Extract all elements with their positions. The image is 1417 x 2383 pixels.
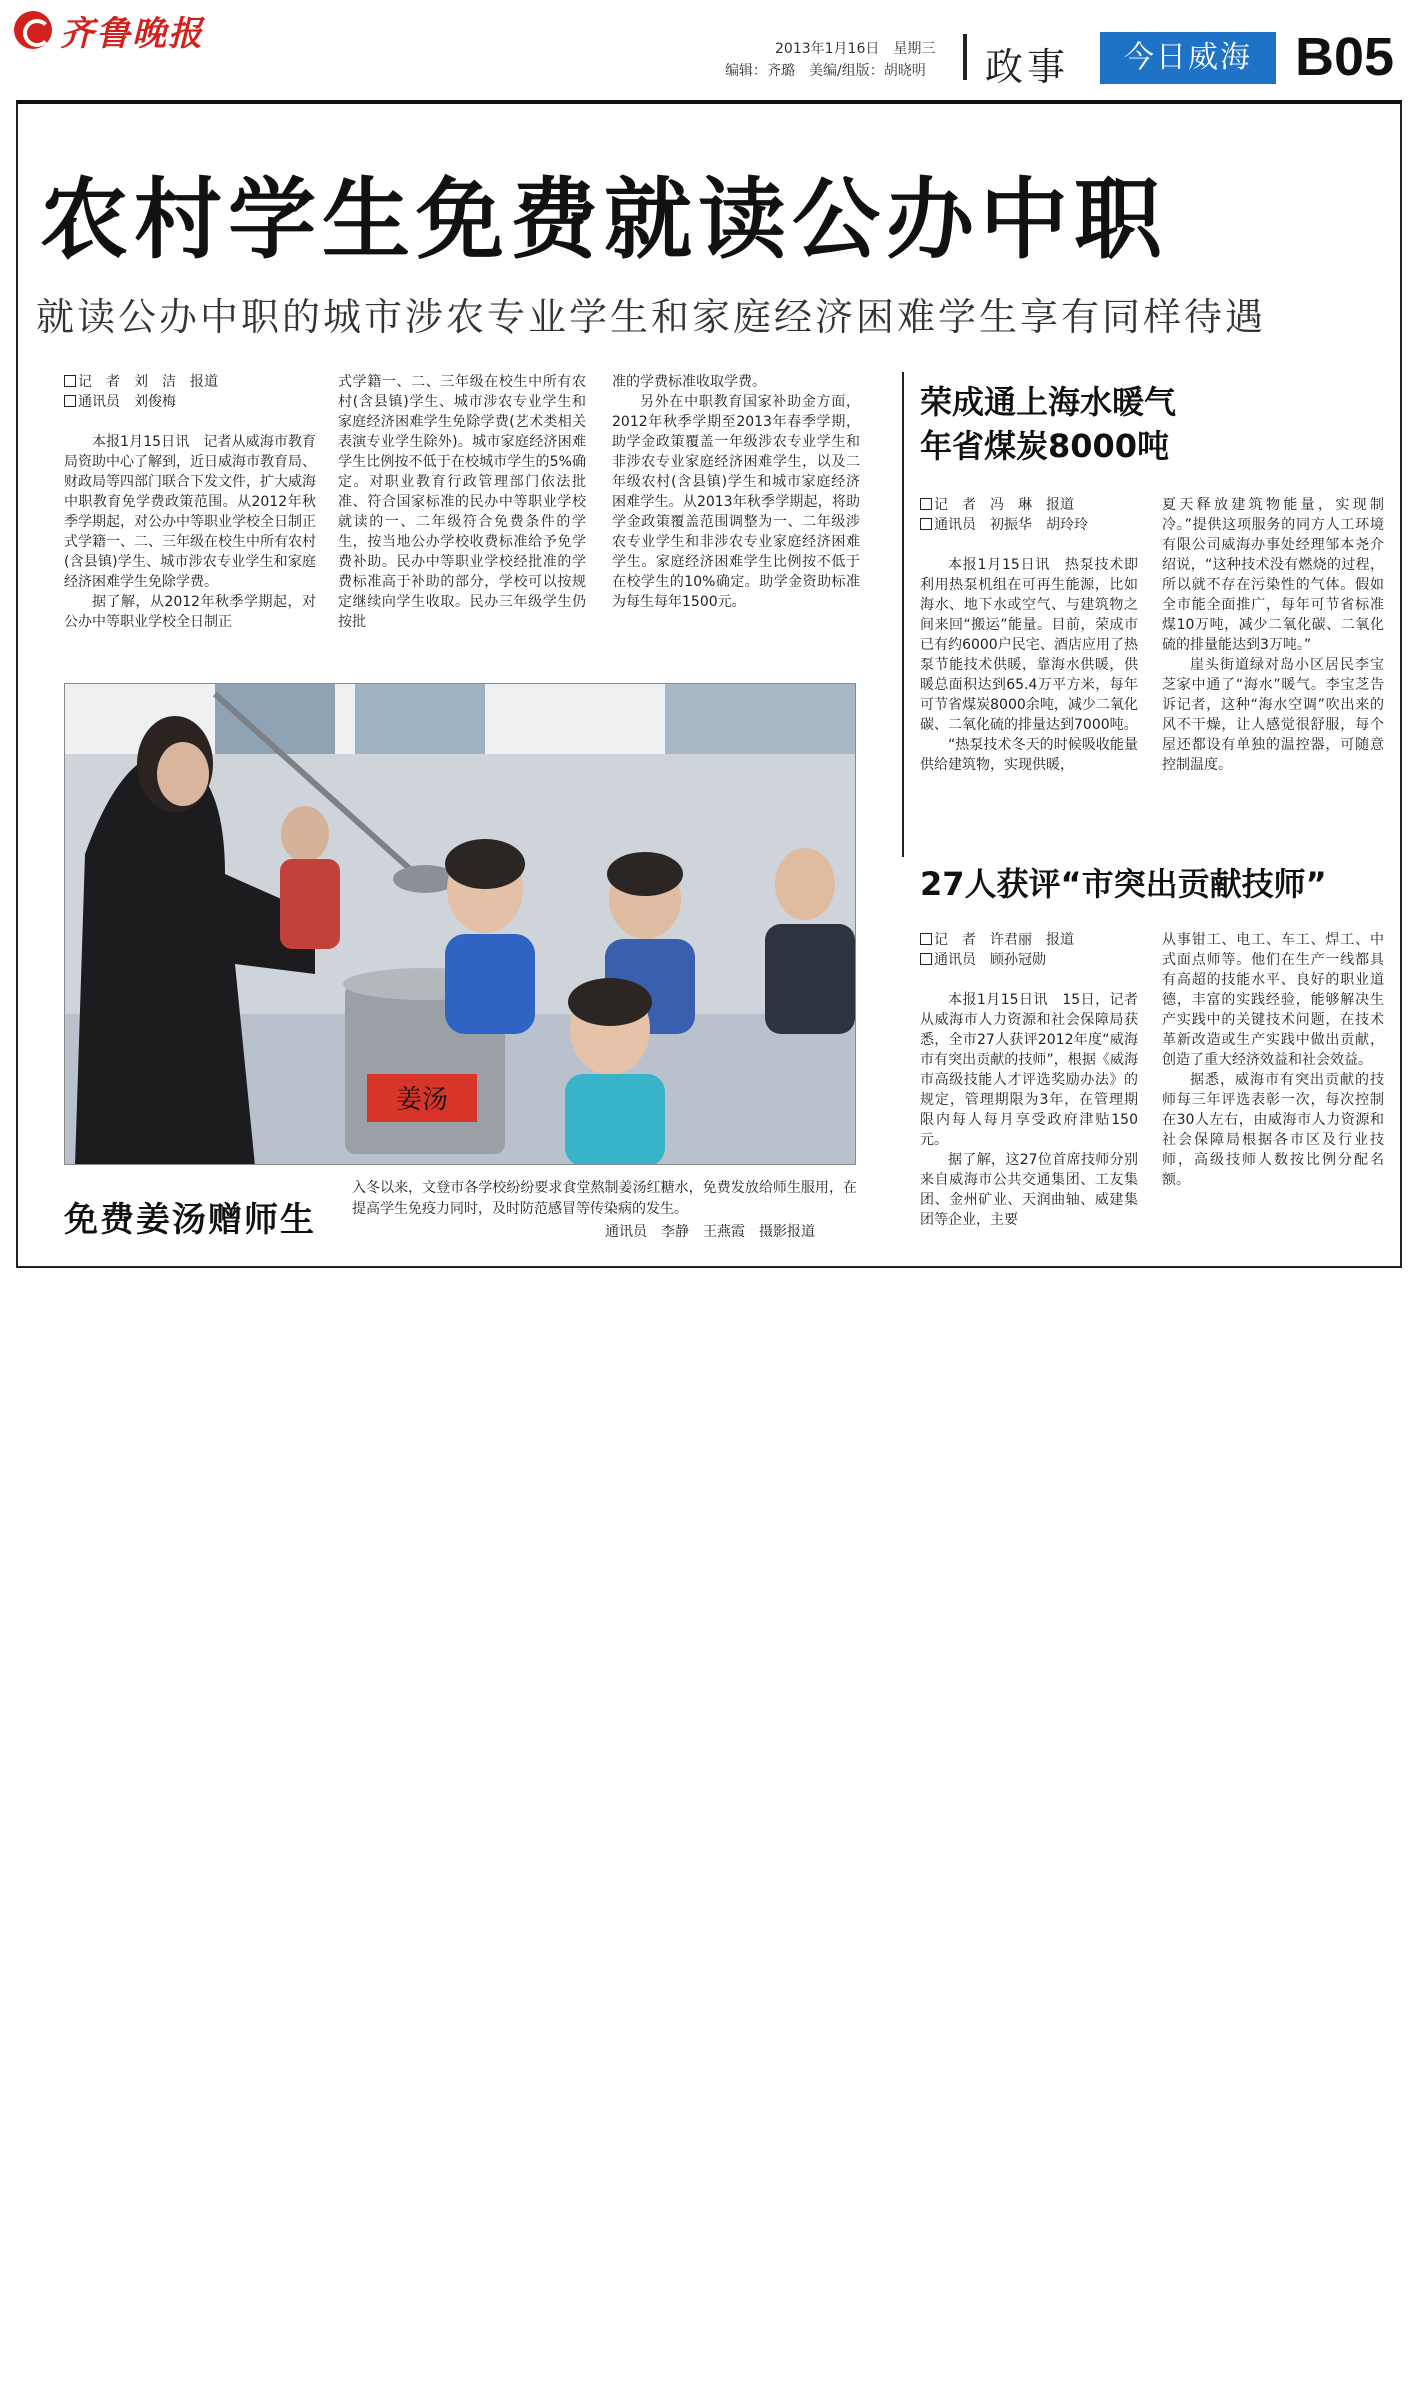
region-badge[interactable]: 今日威海 [1100, 32, 1276, 84]
story2-paragraph: 本报1月15日讯 15日，记者从威海市人力资源和社会保障局获悉，全市27人获评2012年度“威海市有突出贡献的技师”，根据《威海市高级技能人才评选奖励办法》的规定，管理期限为3年，在管理期限内每人每月享受政府津贴150元。 [920, 992, 1138, 1148]
logo-text: 齐鲁晚报 [60, 13, 204, 54]
byline-box-icon [920, 498, 932, 510]
issue-date: 2013年1月16日 星期三 [775, 41, 936, 57]
byline-box-icon [920, 953, 932, 965]
logo-sun-icon [14, 11, 52, 49]
story1-byline-reporter: 记 者 冯 琳 报道 [920, 495, 1138, 515]
page-number: B05 [1295, 27, 1395, 87]
newspaper-logo[interactable] [14, 8, 204, 52]
masthead [0, 0, 1417, 100]
editor-credit: 编辑：齐璐 美编/组版：胡晓明 [725, 63, 926, 79]
story1-column-2 [1162, 495, 1384, 775]
story2-byline-reporter: 记 者 许君丽 报道 [920, 930, 1138, 950]
lead-paragraph: 式学籍一、二、三年级在校生中所有农村(含县镇)学生、城市涉农专业学生和家庭经济困难学生免除学费(艺术类相关表演专业学生除外)。城市家庭经济困难学生比例按不低于在校城市学生的5%确定。对职业教育行政管理部门依法批准、符合国家标准的民办中等职业学校就读的一、二年级符合免费条件的学生，按当地公办学校收费标准给予免学费补助。民办中等职业学校经批准的学费标准高于补助的部分，学校可以按规定继续向学生收取。民办三年级学生仍按批 [338, 374, 586, 630]
photo-credit: 通讯员 李静 王燕霞 摄影报道 [605, 1224, 815, 1240]
lead-headline[interactable]: 农村学生免费就读公办中职 [40, 168, 1169, 271]
section-name: 政事 [985, 45, 1070, 89]
story2-paragraph: 从事钳工、电工、车工、焊工、中式面点师等。他们在生产一线都具有高超的技能水平、良好的职业道德，丰富的实践经验，能够解决生产实践中的关键技术问题，在技术革新改造或生产实践中做出贡献，创造了重大经济效益和社会效益。 [1162, 932, 1384, 1068]
lead-paragraph: 准的学费标准收取学费。 [612, 374, 766, 390]
story1-paragraph: 崖头街道绿对岛小区居民李宝芝家中通了“海水”暖气。李宝芝告诉记者，这种“海水空调”吹出来的风不干燥，让人感觉很舒服，每个屋还都设有单独的温控器，可随意控制温度。 [1162, 657, 1384, 773]
photo-illustration [65, 684, 856, 1165]
byline-box-icon [64, 375, 76, 387]
lead-column-3 [612, 372, 860, 612]
news-photo[interactable] [64, 683, 856, 1165]
story2-paragraph: 据悉，威海市有突出贡献的技师每三年评选表彰一次，每次控制在30人左右，由威海市人力资源和社会保障局根据各市区及行业技师，高级技师人数按比例分配名额。 [1162, 1072, 1384, 1188]
story2-paragraph: 据了解，这27位首席技师分别来自威海市公共交通集团、工友集团、金州矿业、天润曲轴、威建集团等企业，主要 [920, 1152, 1138, 1228]
story2-byline-correspondent: 通讯员 顾孙冠勋 [920, 950, 1138, 970]
story2-column-2 [1162, 930, 1384, 1190]
byline-box-icon [64, 395, 76, 407]
lead-paragraph: 本报1月15日讯 记者从威海市教育局资助中心了解到，近日威海市教育局、财政局等四部门联合下发文件，扩大威海中职教育免学费政策范围。从2012年秋季学期起，对公办中等职业学校全日制正式学籍一、二、三年级在校生中所有农村(含县镇)学生、城市涉农专业学生和家庭经济困难学生免除学费。 [64, 434, 316, 590]
lead-paragraph: 据了解，从2012年秋季学期起，对公办中等职业学校全日制正 [64, 594, 316, 630]
pot-label: 姜汤 [395, 1085, 449, 1115]
photo-caption: 入冬以来，文登市各学校纷纷要求食堂熬制姜汤红糖水，免费发放给师生服用，在提高学生免疫力同时，及时防范感冒等传染病的发生。 [352, 1180, 857, 1217]
masthead-divider [963, 34, 967, 80]
column-divider [902, 372, 904, 857]
story2-column-1 [920, 930, 1138, 1230]
lead-column-1 [64, 372, 316, 632]
lead-byline-reporter: 记 者 刘 洁 报道 [64, 372, 316, 392]
story1-paragraph: “热泵技术冬天的时候吸收能量供给建筑物，实现供暖， [920, 737, 1138, 773]
story1-column-1 [920, 495, 1138, 775]
story1-paragraph: 本报1月15日讯 热泵技术即利用热泵机组在可再生能源，比如海水、地下水或空气、与建筑物之间来回“搬运”能量。目前，荣成市已有约6000户民宅、酒店应用了热泵节能技术供暖，靠海水供暖，供暖总面积达到65.4万平方米，每年可节省煤炭8000余吨，减少二氧化碳、二氧化硫的排量达到7000吨。 [920, 557, 1138, 733]
photo-title[interactable]: 免费姜汤赠师生 [64, 1200, 316, 1240]
story1-paragraph: 夏天释放建筑物能量，实现制冷。”提供这项服务的同方人工环境有限公司威海办事处经理邹本尧介绍说，“这种技术没有燃烧的过程，所以就不存在污染性的气体。假如全市能全面推广，每年可节省标准煤10万吨，减少二氧化碳、二氧化硫的排量能达到3万吨。” [1162, 497, 1384, 653]
byline-box-icon [920, 933, 932, 945]
story1-title[interactable]: 荣成通上海水暖气 年省煤炭8000吨 [920, 383, 1177, 465]
lead-subhead: 就读公办中职的城市涉农专业学生和家庭经济困难学生享有同样待遇 [36, 295, 1267, 339]
story2-title[interactable]: 27人获评“市突出贡献技师” [920, 865, 1327, 903]
byline-box-icon [920, 518, 932, 530]
lead-paragraph: 另外在中职教育国家补助金方面，2012年秋季学期至2013年春季学期，助学金政策覆盖一年级涉农专业学生和非涉农专业家庭经济困难学生，以及二年级农村(含县镇)学生和城市家庭经济困难学生。从2013年秋季学期起，将助学金政策覆盖范围调整为一、二年级涉农专业学生和非涉农专业家庭经济困难学生。家庭经济困难学生比例按不低于在校学生的10%确定。助学金资助标准为每生每年1500元。 [612, 394, 860, 610]
lead-column-2 [338, 372, 586, 632]
story1-byline-correspondent: 通讯员 初振华 胡玲玲 [920, 515, 1138, 535]
lead-byline-correspondent: 通讯员 刘俊梅 [64, 392, 316, 412]
